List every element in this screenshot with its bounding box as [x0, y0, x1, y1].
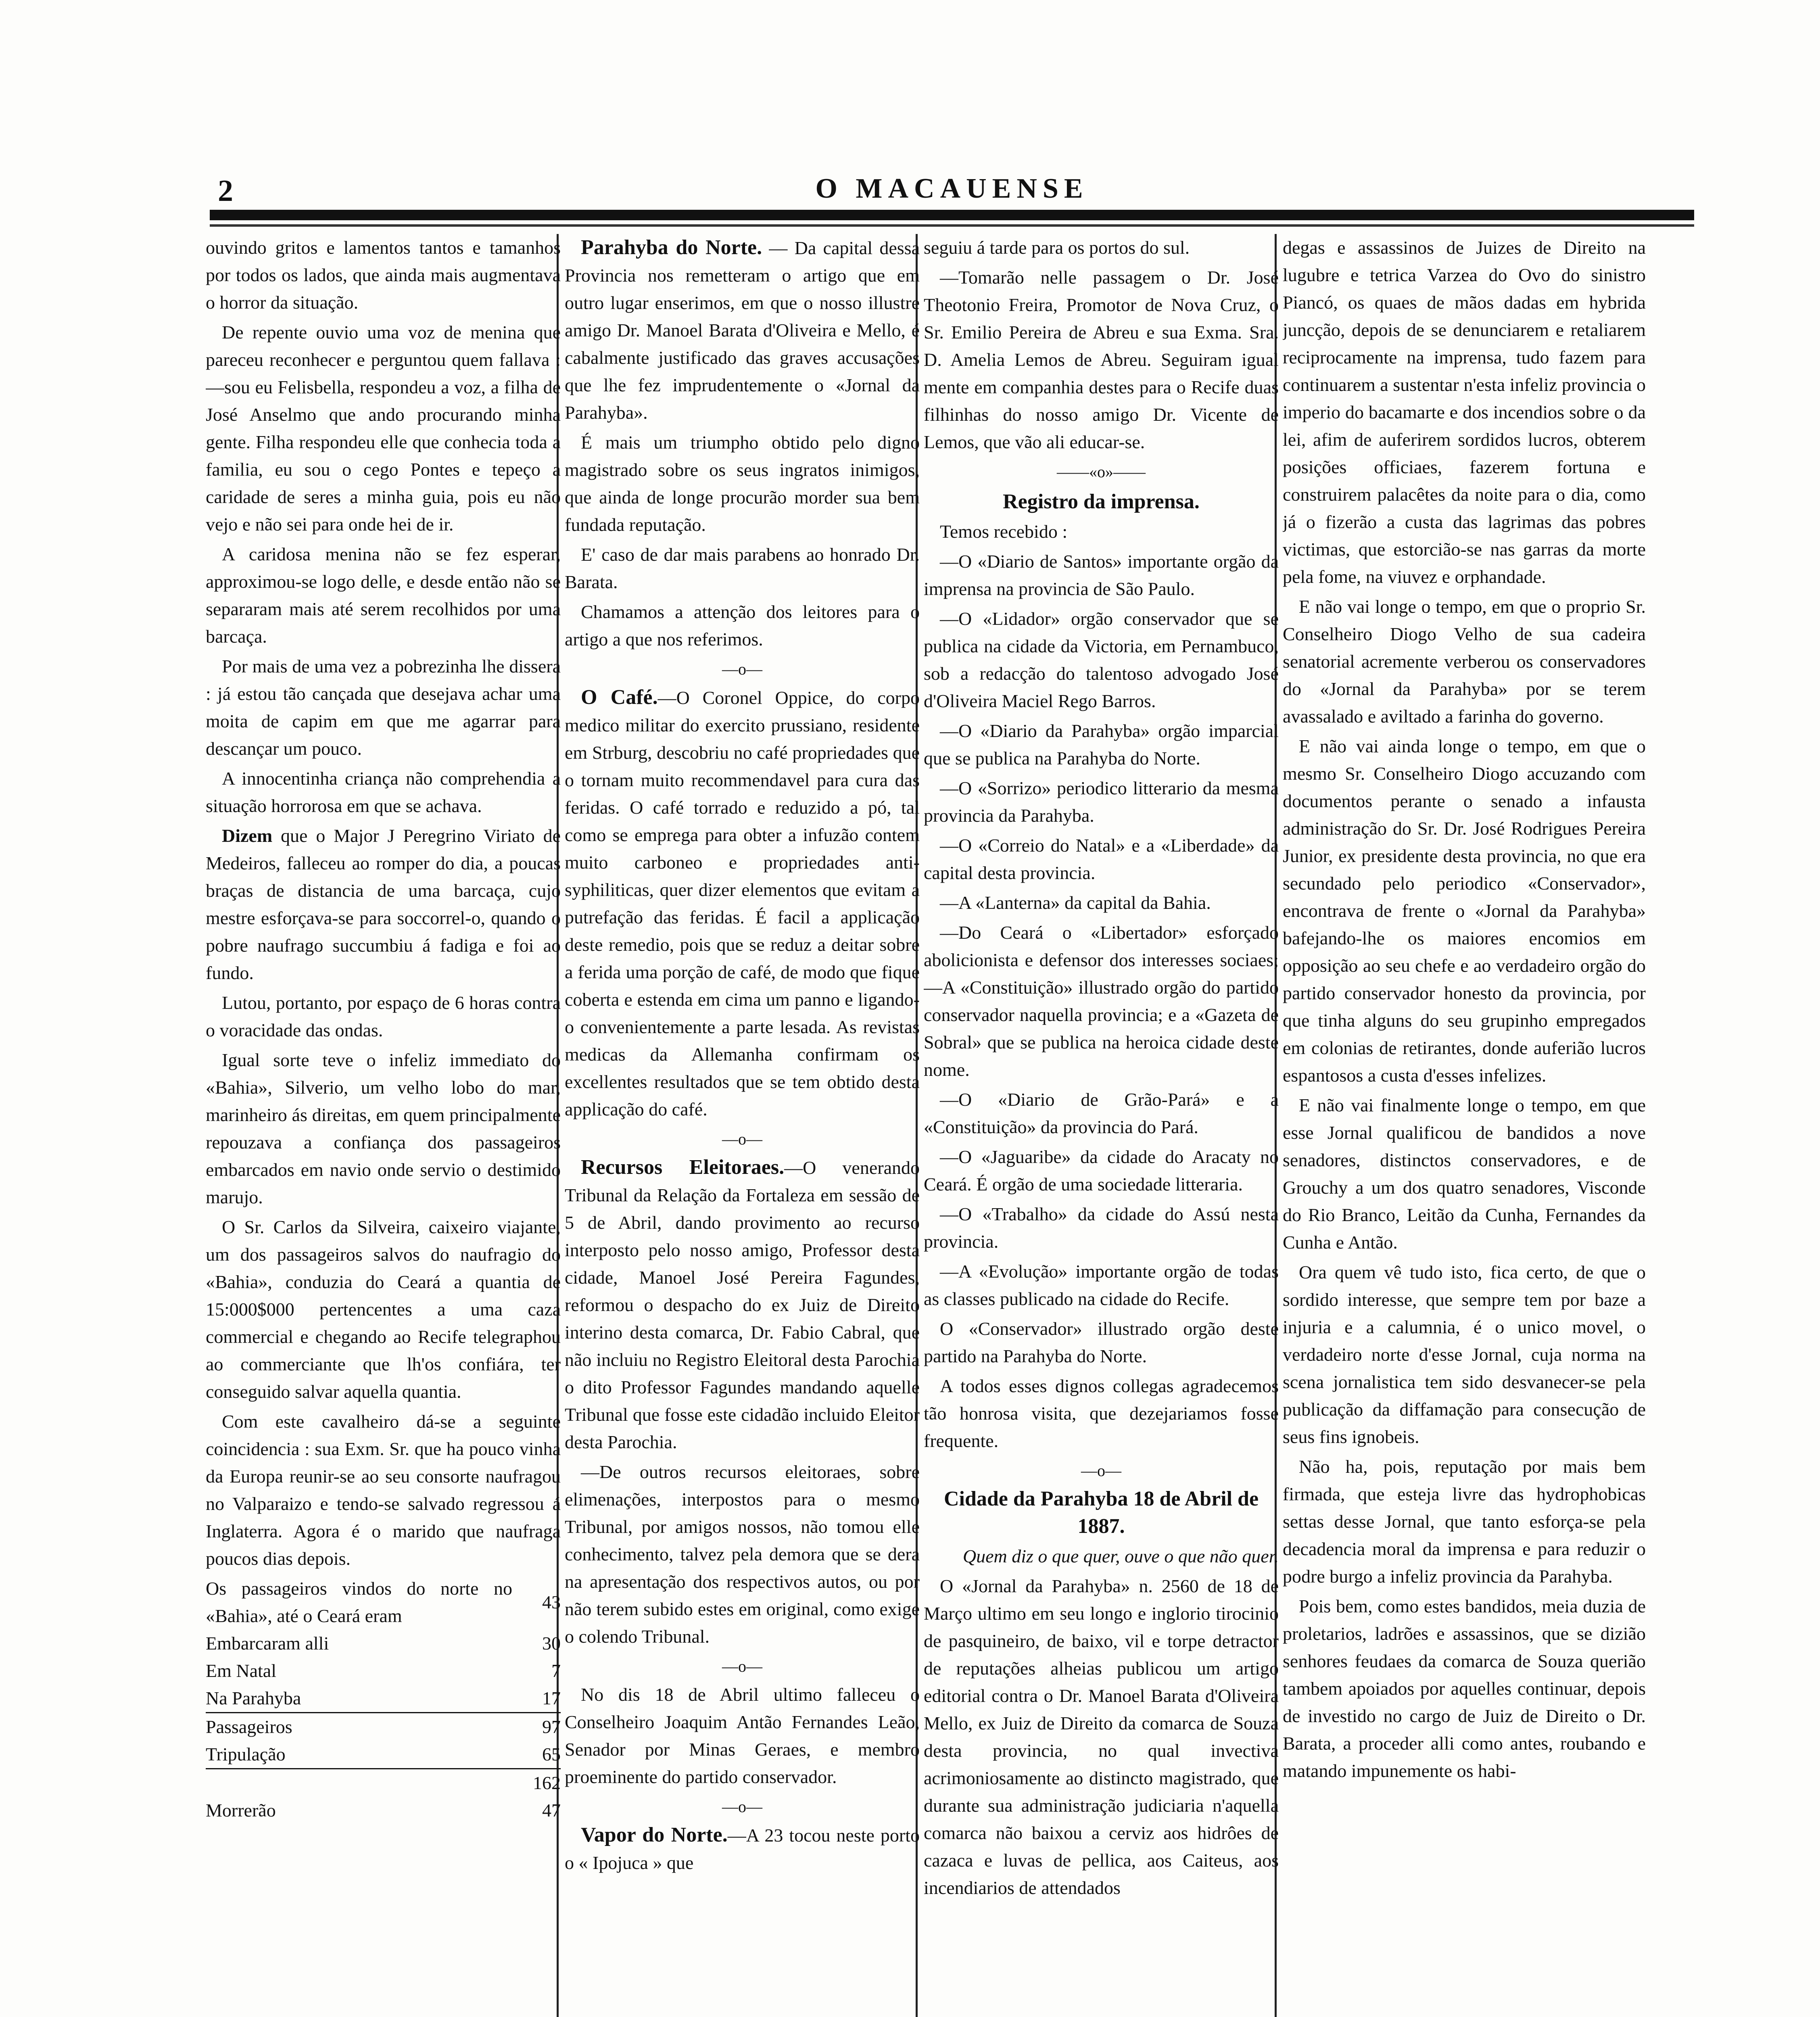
table-row: Os passageiros vindos do norte no «Bahia», até o Ceará eram 43	[206, 1578, 561, 1626]
paragraph: E não vai longe o tempo, em que o proprio Sr. Conselheiro Diogo Velho de sua cadeira senatorial acremente verberou os conservadores do «Jornal da Parahyba» por se terem avassalado e aviltado a farinha do governo.	[1283, 596, 1646, 727]
paragraph: Pois bem, como estes bandidos, meia duzia de proletarios, ladrões e assassinos, que se dizião senhores feudaes da comarca de Souza querião tambem apoiados por aquelles continuar, depois de investido no cargo de Juiz de Direito o Dr. Barata, a proceder alli como antes, roubando e matando impunemente os habi-	[1283, 1596, 1646, 1781]
paragraph: —O «Jaguaribe» da cidade do Aracaty no Ceará. É orgão de uma sociedade litteraria.	[924, 1146, 1279, 1194]
paragraph: Ora quem vê tudo isto, fica certo, de que o sordido interesse, que sempre tem por baze a injuria e a calumnia, é o unico movel, o verdadeiro norte d'esse Jornal, cuja norma na scena jornalistica tem sido desvanecer-se pela publicação da diffamação para consecução de seus fins ignobeis.	[1283, 1262, 1646, 1447]
paragraph: —O «Correio do Natal» e a «Liberdade» da capital desta provincia.	[924, 835, 1279, 883]
paragraph: —O «Diario de Grão-Pará» e a «Constituição» da provincia do Pará.	[924, 1089, 1279, 1137]
separator: —o—	[722, 1130, 762, 1148]
paragraph: A caridosa menina não se fez esperar, approximou-se logo delle, e desde então não se separaram mais até serem recolhidos por uma barcaça.	[206, 544, 561, 647]
paragraph: Lutou, portanto, por espaço de 6 horas contra o voracidade das ondas.	[206, 992, 561, 1040]
paragraph: Temos recebido :	[940, 521, 1068, 542]
header-rule	[210, 210, 1694, 220]
table-row: Morrerão 47	[206, 1800, 561, 1821]
paragraph: Chamamos a attenção dos leitores para o artigo a que nos referimos.	[565, 601, 920, 649]
paragraph: O Sr. Carlos da Silveira, caixeiro viajante, um dos passageiros salvos do naufragio do «Bahia», conduzia do Ceará a quantia de 15:000$000 pertencentes a uma caza commercial e chegando ao Recife telegraphou ao commerciante que lh'os confiára, ter conseguido salvar aquella quantia.	[206, 1217, 561, 1402]
separator: —o—	[722, 660, 762, 678]
paragraph: O Café.—O Coronel Oppice, do corpo medico militar do exercito prussiano, residente em Strburg, descobriu no café propriedades que o tornam muito recommendavel para cura das feridas. O café torrado e reduzido a pó, tal como se emprega para obter a infuzão contem muito carboneo e propriedades anti-syphiliticas, quer dizer elementos que evitam a putrefação das feridas. É facil a applicação deste remedio, pois que se reduz a deitar sobre a ferida uma porção de café, de modo que fique coberta e estenda em cima um panno e ligando-o convenientemente a parte lesada. As revistas medicas da Allemanha confirmam os excellentes resultados que se tem obtido desta applicação do café.	[565, 686, 920, 1119]
paragraph: —Tomarão nelle passagem o Dr. José Theotonio Freira, Promotor de Nova Cruz, o Sr. Emilio Pereira de Abreu e sua Exma. Sra. D. Amelia Lemos de Abreu. Seguiram igual mente em companhia destes para o Recife duas filhinhas do nosso amigo Dr. Vicente de Lemos, que vão ali educar-se.	[924, 267, 1279, 452]
section-heading: Cidade da Parahyba 18 de Abril de 1887.	[943, 1487, 1259, 1538]
paragraph: —O «Diario de Santos» importante orgão da imprensa na provincia de São Paulo.	[924, 551, 1279, 599]
paragraph: —De outros recursos eleitoraes, sobre elimenações, interpostos para o mesmo Tribunal, por amigos nossos, não tomou elle conhecimento, talvez pela demora que se dera na apresentação dos respectivos autos, ou por não terem subido estes em original, como exige o colendo Tribunal.	[565, 1462, 920, 1647]
separator: —o—	[1081, 1462, 1121, 1480]
header-rule-thin	[210, 224, 1694, 227]
column-2	[565, 234, 920, 2017]
paragraph: —O «Diario da Parahyba» orgão imparcial que se publica na Parahyba do Norte.	[924, 720, 1279, 768]
paragraph: ouvindo gritos e lamentos tantos e tamanhos por todos os lados, que ainda mais augmentava o horror da situação.	[206, 237, 561, 313]
section-heading: Registro da imprensa.	[1003, 490, 1200, 513]
paragraph: —O «Sorrizo» periodico litterario da mesma provincia da Parahyba.	[924, 778, 1279, 826]
table-row: 162	[206, 1769, 561, 1797]
paragraph: Recursos Eleitoraes.—O venerando Tribunal da Relação da Fortaleza em sessão de 5 de Abril, dando provimento ao recurso interposto pelo nosso amigo, Professor desta cidade, Manoel José Pereira Fagundes, reformou o despacho do ex Juiz de Direito interino desta comarca, Dr. Fabio Cabral, que não incluiu no Registro Eleitoral desta Parochia o dito Professor Fagundes mandando aquelle Tribunal que fosse este cidadão incluido Eleitor desta Parochia.	[565, 1156, 920, 1452]
paragraph: E' caso de dar mais parabens ao honrado Dr. Barata.	[565, 544, 920, 592]
passenger-table	[206, 1575, 561, 1824]
paragraph: seguiu á tarde para os portos do sul.	[924, 237, 1190, 258]
paragraph: —Do Ceará o «Libertador» esforçado abolicionista e defensor dos interesses sociaes;—A «Constituição» illustrado orgão do partido conservador naquella provincia; e a «Gazeta de Sobral» que se publica na heroica cidade deste nome.	[924, 922, 1279, 1080]
column-4	[1283, 234, 1646, 2017]
paragraph: Igual sorte teve o infeliz immediato do «Bahia», Silverio, um velho lobo do mar, marinheiro ás direitas, em quem principalmente repouzava a confiança dos passageiros embarcados em navio onde servio o destimido marujo.	[206, 1050, 561, 1207]
paragraph: O «Jornal da Parahyba» n. 2560 de 18 de Março ultimo em seu longo e inglorio tirocinio de pasquineiro, de baixo, vil e torpe detractor de reputações alheias publicou um artigo editorial contra o Dr. Manoel Barata d'Oliveira Mello, ex Juiz de Direito da comarca de Souza desta provincia, no qual invectiva acrimoniosamente ao distincto magistrado, que durante sua administração judiciaria n'aquella comarca não baixou a cerviz aos hidrôes de cazaca e luvas de pellica, aos Caiteus, aos incendiarios de attendados	[924, 1576, 1279, 1898]
newspaper-title: O MACAUENSE	[815, 173, 1089, 204]
table-row: Tripulação 65	[206, 1744, 561, 1764]
section-heading: Recursos Eleitoraes.	[581, 1156, 785, 1179]
paragraph: E não vai ainda longe o tempo, em que o mesmo Sr. Conselheiro Diogo accuzando com documentos perante o senado a infausta administração do Sr. Dr. José Rodrigues Pereira Junior, ex presidente desta provincia, no que era secundado pelo periodico «Conservador», encontrava de frente o «Jornal da Parahyba» bafejando-lhe os maiores encomios em opposição ao seu chefe e ao verdadeiro orgão do partido conservador honesto da provincia, por que tinha alguns do seu grupinho empregados em colonias de retirantes, donde auferião lucros espantosos a custa d'esses infelizes.	[1283, 736, 1646, 1086]
ornament-separator: ——«o»——	[1057, 463, 1146, 481]
table-row: Passageiros 97	[206, 1713, 561, 1741]
paragraph: Dizem que o Major J Peregrino Viriato de Medeiros, falleceu ao romper do dia, a poucas braças de distancia de uma barcaça, cujo mestre esforçava-se para soccorrel-o, quando o pobre naufrago succumbiu á fadiga e foi ao fundo.	[206, 825, 561, 983]
paragraph: —A «Evolução» importante orgão de todas as classes publicado na cidade do Recife.	[924, 1261, 1279, 1309]
separator: —o—	[722, 1657, 762, 1675]
section-heading: Vapor do Norte.	[581, 1823, 728, 1846]
paragraph: degas e assassinos de Juizes de Direito na lugubre e tetrica Varzea do Ovo do sinistro Piancó, os quaes de mãos dadas em hybrida juncção, depois de se denunciarem e retaliarem reciprocamente na imprensa, tudo fazem para continuarem a sustentar n'esta infeliz provincia o imperio do bacamarte e dos incendios sobre o da lei, afim de auferirem sordidos lucros, obterem posições officiaes, fazerem fortuna e construirem palacêtes da noite para o dia, como já o fizerão a custa das lagrimas das pobres victimas, que estorcião-se nas garras da morte pela fome, na viuvez e orphandade.	[1283, 237, 1646, 587]
section-heading: O Café.	[581, 686, 658, 709]
lead-word: Dizem	[222, 825, 273, 846]
table-row: Embarcaram alli 30	[206, 1633, 561, 1654]
paragraph: Com este cavalheiro dá-se a seguinte coincidencia : sua Exm. Sr. que ha pouco vinha da Europa reunir-se ao seu consorte naufragou no Valparaizo e tendo-se salvado regressou á Inglaterra. Agora é o marido que naufraga poucos dias depois.	[206, 1411, 561, 1569]
paragraph: —O «Trabalho» da cidade do Assú nesta provincia.	[924, 1204, 1279, 1252]
column-1	[206, 234, 561, 2017]
epigraph: Quem diz o que quer, ouve o que não quer.	[962, 1546, 1279, 1566]
paragraph: É mais um triumpho obtido pelo digno magistrado sobre os seus ingratos inimigos, que ainda de longe procurão morder sua bem fundada reputação.	[565, 432, 920, 535]
section-heading: Parahyba do Norte.	[581, 236, 762, 259]
table-row: Em Natal 7	[206, 1660, 561, 1681]
separator: —o—	[722, 1798, 762, 1816]
paragraph: —A «Lanterna» da capital da Bahia.	[940, 892, 1211, 913]
paragraph: —O «Lidador» orgão conservador que se publica na cidade da Victoria, em Pernambuco, sob a redacção do talentoso advogado José d'Oliveira Maciel Rego Barros.	[924, 608, 1279, 711]
paragraph: Vapor do Norte.—A 23 tocou neste porto o « Ipojuca » que	[565, 1823, 920, 1873]
page-number: 2	[218, 174, 233, 208]
paragraph: Não ha, pois, reputação por mais bem firmada, que esteja livre das hydrophobicas settas desse Jornal, que tanto esforça-se pela decadencia moral da imprensa e para reduzir o podre burgo a infeliz provincia da Parahyba.	[1283, 1456, 1646, 1587]
paragraph: A innocentinha criança não comprehendia a situação horrorosa em que se achava.	[206, 768, 561, 816]
column-3	[924, 234, 1279, 2017]
paragraph: De repente ouvio uma voz de menina que pareceu reconhecer e perguntou quem fallava :—sou eu Felisbella, respondeu a voz, a filha de José Anselmo que ando procurando minha gente. Filha respondeu elle que conhecia toda a familia, eu sou o cego Pontes e tepeço a caridade de seres a minha guia, pois eu não vejo e não sei para onde hei de ir.	[206, 322, 561, 535]
paragraph: O «Conservador» illustrado orgão deste partido na Parahyba do Norte.	[924, 1318, 1279, 1366]
paragraph: Por mais de uma vez a pobrezinha lhe dissera : já estou tão cançada que desejava achar uma moita de capim em que me agarrar para descançar um pouco.	[206, 656, 561, 759]
table-row: Na Parahyba 17	[206, 1688, 561, 1708]
paragraph: Parahyba do Norte. — Da capital dessa Provincia nos remetteram o artigo que em outro lugar enserimos, em que o nosso illustre amigo Dr. Manoel Barata d'Oliveira e Mello, é cabalmente justificado das graves accusações que lhe fez imprudentemente o «Jornal da Parahyba».	[565, 236, 920, 423]
paragraph: E não vai finalmente longe o tempo, em que esse Jornal qualificou de bandidos a nove senadores, distinctos conservadores, e de Grouchy a um dos quatro senadores, Visconde do Rio Branco, Leitão da Cunha, Fernandes da Cunha e Antão.	[1283, 1095, 1646, 1253]
paragraph: A todos esses dignos collegas agradecemos tão honrosa visita, que dezejariamos fosse frequente.	[924, 1376, 1279, 1451]
paragraph: No dis 18 de Abril ultimo falleceu o Conselheiro Joaquim Antão Fernandes Leão, Senador por Minas Geraes, e membro proeminente do partido conservador.	[565, 1684, 920, 1787]
